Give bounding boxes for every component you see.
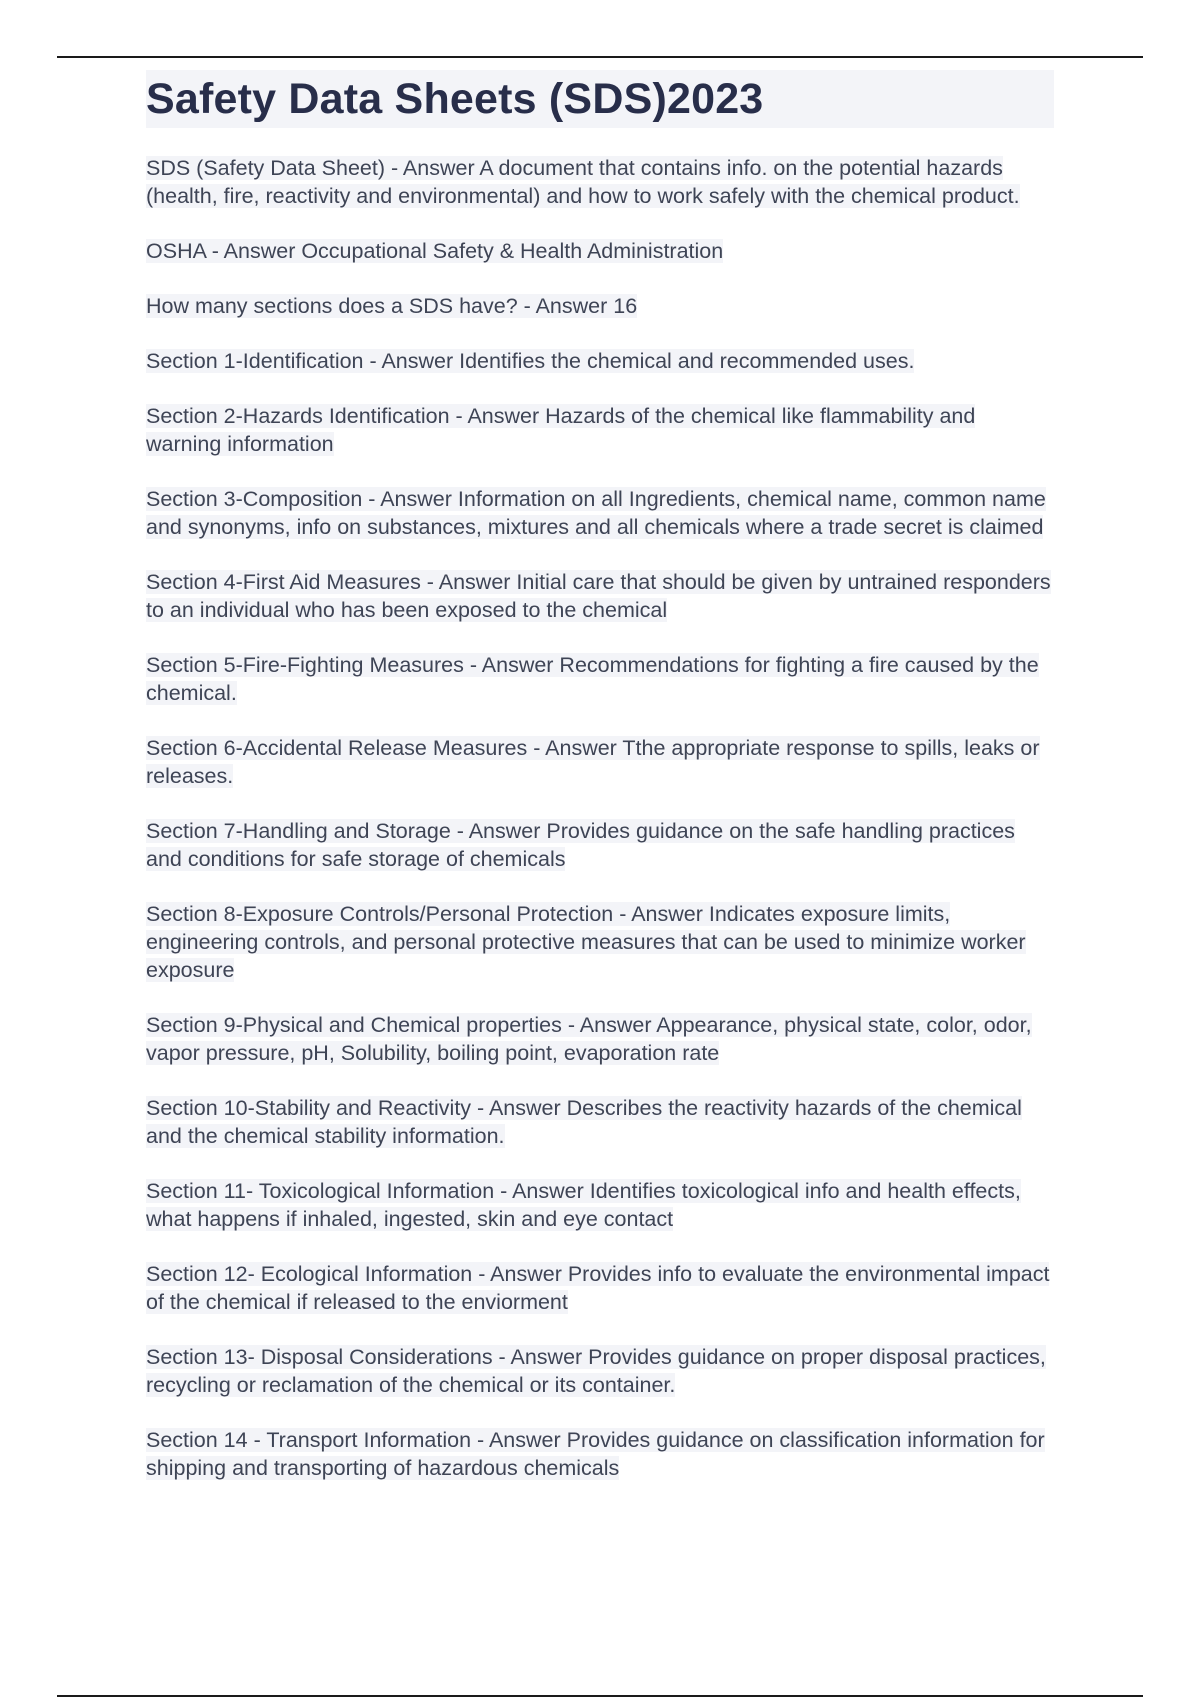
entry-text: Section 6-Accidental Release Measures - Answer Tthe appropriate response to spills, leaks or releases. xyxy=(146,736,1040,788)
top-divider xyxy=(57,56,1143,58)
entry-text: Section 5-Fire-Fighting Measures - Answer Recommendations for fighting a fire caused by the chemical. xyxy=(146,653,1039,705)
entry-text: Section 13- Disposal Considerations - Answer Provides guidance on proper disposal practices, recycling or reclamation of the chemical or its container. xyxy=(146,1345,1046,1397)
qa-entry-section-14 xyxy=(146,1426,1056,1482)
qa-entry-sds xyxy=(146,154,1056,210)
qa-entry-section-9 xyxy=(146,1011,1056,1067)
entry-text: OSHA - Answer Occupational Safety & Health Administration xyxy=(146,239,724,263)
qa-entry-section-2 xyxy=(146,402,1056,458)
qa-entry-section-8 xyxy=(146,900,1056,984)
qa-entry-section-count xyxy=(146,292,1056,320)
qa-entry-section-5 xyxy=(146,651,1056,707)
qa-entry-section-11 xyxy=(146,1177,1056,1233)
entry-text: Section 7-Handling and Storage - Answer Provides guidance on the safe handling practices and conditions for safe storage of chemicals xyxy=(146,819,1015,871)
entry-text: How many sections does a SDS have? - Answer 16 xyxy=(146,294,638,318)
entry-text: Section 10-Stability and Reactivity - Answer Describes the reactivity hazards of the chemical and the chemical stability information. xyxy=(146,1096,1022,1148)
entry-text: Section 3-Composition - Answer Information on all Ingredients, chemical name, common name and synonyms, info on substances, mixtures and all chemicals where a trade secret is claimed xyxy=(146,487,1046,539)
qa-entry-section-10 xyxy=(146,1094,1056,1150)
entry-text: Section 11- Toxicological Information - Answer Identifies toxicological info and health effects, what happens if inhaled, ingested, skin and eye contact xyxy=(146,1179,1021,1231)
qa-entry-section-1 xyxy=(146,347,1056,375)
qa-entry-osha xyxy=(146,237,1056,265)
qa-list xyxy=(146,154,1056,1482)
entry-text: SDS (Safety Data Sheet) - Answer A document that contains info. on the potential hazards (health, fire, reactivity and environmental) and how to work safely with the chemical product. xyxy=(146,156,1020,208)
qa-entry-section-12 xyxy=(146,1260,1056,1316)
document-body xyxy=(146,70,1056,1509)
title-band xyxy=(146,70,1054,128)
entry-text: Section 1-Identification - Answer Identifies the chemical and recommended uses. xyxy=(146,349,915,373)
entry-text: Section 2-Hazards Identification - Answer Hazards of the chemical like flammability and warning information xyxy=(146,404,976,456)
entry-text: Section 9-Physical and Chemical properties - Answer Appearance, physical state, color, odor, vapor pressure, pH, Solubility, boiling point, evaporation rate xyxy=(146,1013,1032,1065)
entry-text: Section 4-First Aid Measures - Answer Initial care that should be given by untrained responders to an individual who has been exposed to the chemical xyxy=(146,570,1051,622)
entry-text: Section 12- Ecological Information - Answer Provides info to evaluate the environmental impact of the chemical if released to the enviorment xyxy=(146,1262,1050,1314)
entry-text: Section 14 - Transport Information - Answer Provides guidance on classification information for shipping and transporting of hazardous chemicals xyxy=(146,1428,1045,1480)
qa-entry-section-13 xyxy=(146,1343,1056,1399)
qa-entry-section-6 xyxy=(146,734,1056,790)
bottom-divider xyxy=(57,1695,1143,1697)
qa-entry-section-3 xyxy=(146,485,1056,541)
entry-text: Section 8-Exposure Controls/Personal Protection - Answer Indicates exposure limits, engineering controls, and personal protective measures that can be used to minimize worker exposure xyxy=(146,902,1026,982)
document-title: Safety Data Sheets (SDS)2023 xyxy=(146,74,764,123)
qa-entry-section-7 xyxy=(146,817,1056,873)
qa-entry-section-4 xyxy=(146,568,1056,624)
